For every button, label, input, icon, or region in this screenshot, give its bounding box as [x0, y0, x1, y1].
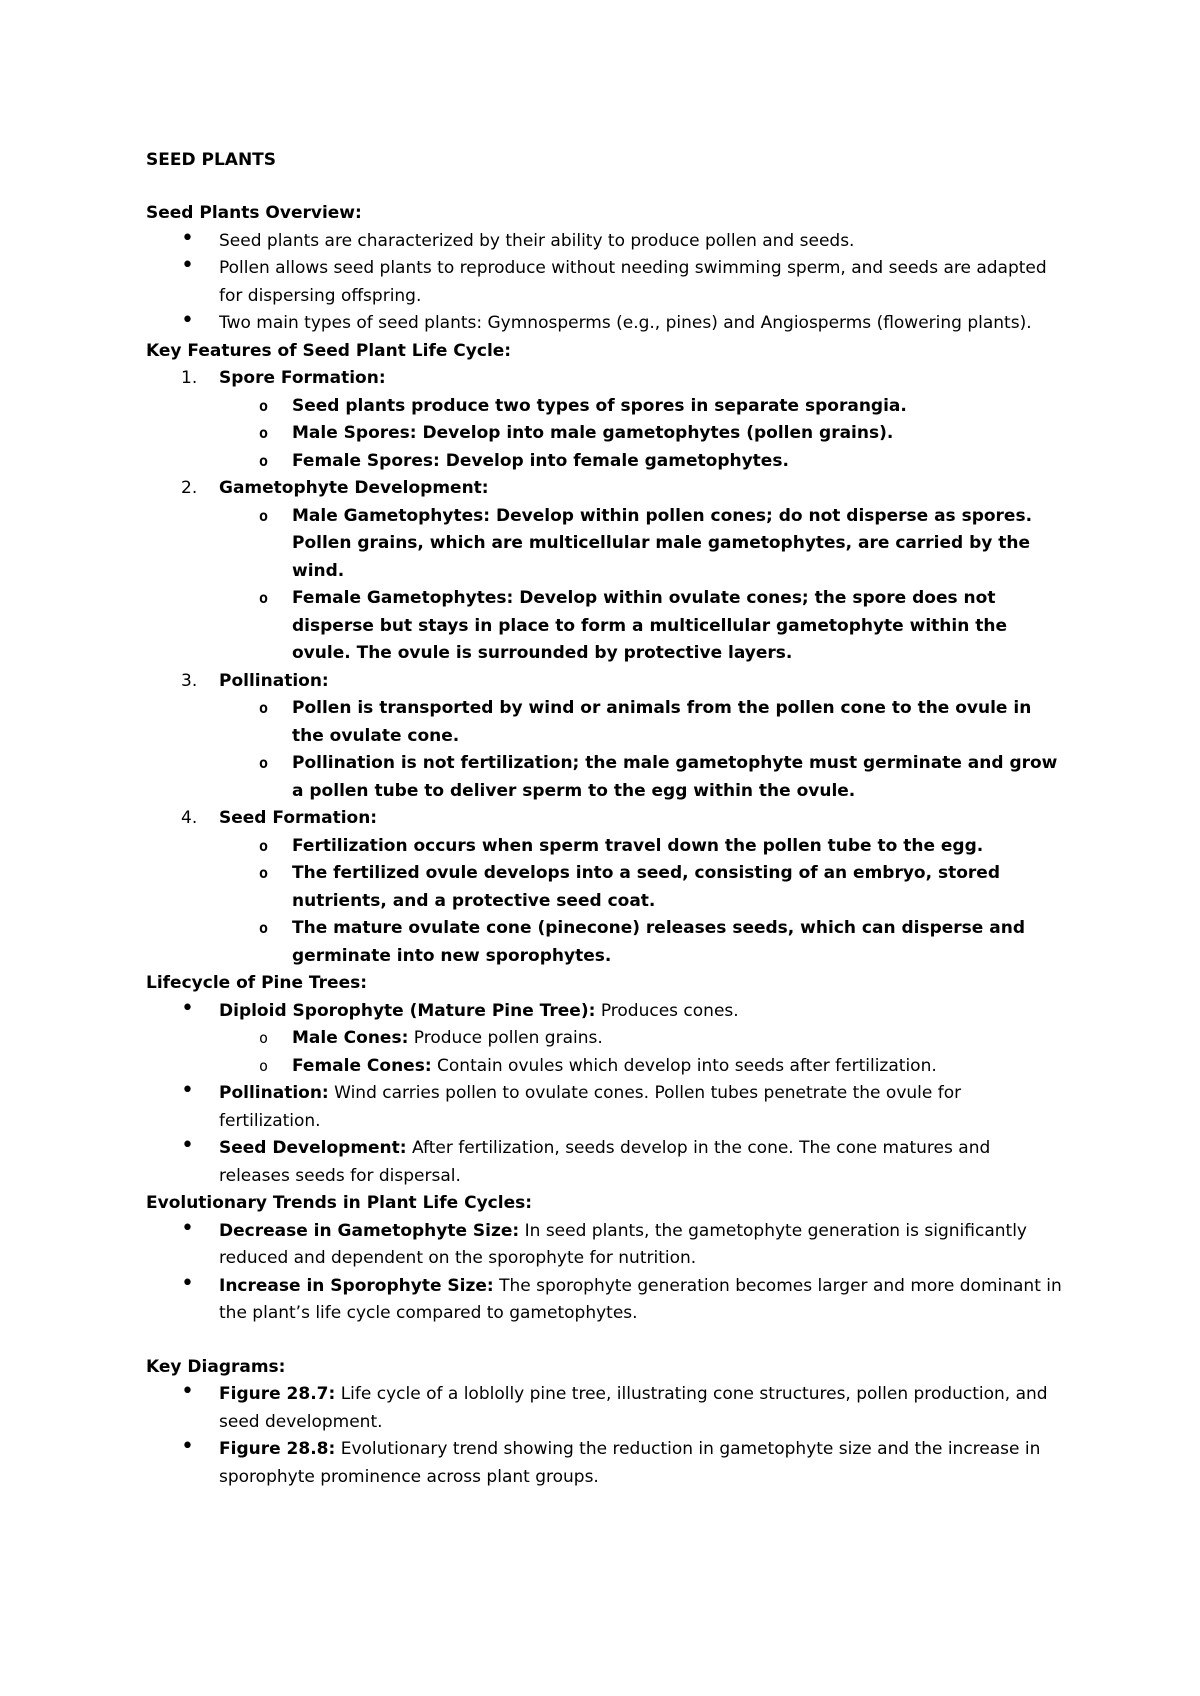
pine-sub-item	[146, 1025, 1066, 1053]
step-number: 3.	[181, 670, 198, 691]
pine-item	[146, 1080, 1066, 1135]
pine-sub-label: Female Cones:	[292, 1055, 432, 1076]
document-body	[146, 146, 1066, 1491]
pine-item	[146, 998, 1066, 1026]
step-number: 2.	[181, 478, 198, 498]
trends-heading: Evolutionary Trends in Plant Life Cycles:	[146, 1193, 533, 1213]
pine-item-label: Pollination:	[219, 1083, 329, 1103]
trend-item	[146, 1218, 1066, 1273]
overview-heading: Seed Plants Overview:	[146, 203, 362, 223]
step-detail: o Pollen is transported by wind or animals from the pollen cone to the ovule in the ovulate cone.	[146, 695, 1066, 750]
pine-sub-item	[146, 1053, 1066, 1081]
diagrams-list	[146, 1381, 1066, 1491]
step-detail: o The fertilized ovule develops into a seed, consisting of an embryo, stored nutrients, and a protective seed coat.	[146, 860, 1066, 915]
overview-item: • Pollen allows seed plants to reproduce without needing swimming sperm, and seeds are adapted for dispersing offspring.	[146, 255, 1066, 310]
step-number: 1.	[181, 368, 198, 388]
step-label: Pollination:	[219, 670, 329, 691]
pine-item-text: After fertilization, seeds develop in the cone. The cone matures and releases seeds for dispersal.	[219, 1138, 991, 1186]
trend-label: Increase in Sporophyte Size:	[219, 1275, 494, 1296]
step-label: Spore Formation:	[219, 368, 386, 388]
trends-list	[146, 1218, 1066, 1328]
pine-sub-label: Male Cones:	[292, 1028, 409, 1048]
step-detail: o Fertilization occurs when sperm travel down the pollen tube to the egg.	[146, 833, 1066, 861]
overview-list	[146, 228, 1066, 338]
spacer	[146, 174, 1066, 200]
step-label: Seed Formation:	[219, 808, 378, 828]
step-detail: o Male Spores: Develop into male gametophytes (pollen grains).	[146, 420, 1066, 448]
step-detail: o Male Gametophytes: Develop within pollen cones; do not disperse as spores. Pollen grains, which are multicellular male gametophytes, are carried by the wind.	[146, 503, 1066, 586]
step-item	[146, 668, 1066, 696]
step-label: Gametophyte Development:	[219, 478, 489, 498]
step-detail: o Female Spores: Develop into female gametophytes.	[146, 448, 1066, 476]
step-detail: o The mature ovulate cone (pinecone) releases seeds, which can disperse and germinate into new sporophytes.	[146, 915, 1066, 970]
pine-item-label: Seed Development:	[219, 1138, 407, 1158]
step-item	[146, 365, 1066, 393]
pine-item-label: Diploid Sporophyte (Mature Pine Tree):	[219, 1000, 596, 1021]
spacer	[146, 1328, 1066, 1354]
trend-text: The sporophyte generation becomes larger and more dominant in the plant’s life cycle compared to gametophytes.	[219, 1275, 1062, 1323]
pine-list	[146, 998, 1066, 1191]
diagram-item	[146, 1381, 1066, 1436]
trend-item	[146, 1273, 1066, 1328]
diagram-label: Figure 28.8:	[219, 1439, 336, 1459]
diagram-text: Life cycle of a loblolly pine tree, illustrating cone structures, pollen production, and seed development.	[219, 1384, 1048, 1432]
diagram-item	[146, 1436, 1066, 1491]
diagram-label: Figure 28.7:	[219, 1384, 336, 1404]
pine-heading: Lifecycle of Pine Trees:	[146, 973, 368, 993]
pine-item-text: Produces cones.	[595, 1000, 739, 1021]
overview-item: • Two main types of seed plants: Gymnosperms (e.g., pines) and Angiosperms (flowering plants).	[146, 310, 1066, 338]
overview-item: • Seed plants are characterized by their ability to produce pollen and seeds.	[146, 228, 1066, 256]
step-item	[146, 475, 1066, 503]
step-detail: o Female Gametophytes: Develop within ovulate cones; the spore does not disperse but stays in place to form a multicellular gametophyte within the ovule. The ovule is surrounded by protective layers.	[146, 585, 1066, 668]
step-number: 4.	[181, 808, 198, 828]
pine-sub-text: Contain ovules which develop into seeds after fertilization.	[431, 1055, 937, 1076]
step-detail: o Pollination is not fertilization; the male gametophyte must germinate and grow a pollen tube to deliver sperm to the egg within the ovule.	[146, 750, 1066, 805]
trend-label: Decrease in Gametophyte Size:	[219, 1220, 520, 1241]
step-item	[146, 805, 1066, 833]
key-features-heading: Key Features of Seed Plant Life Cycle:	[146, 340, 512, 361]
trend-text: In seed plants, the gametophyte generation is significantly reduced and dependent on the sporophyte for nutrition.	[219, 1220, 1027, 1268]
diagram-text: Evolutionary trend showing the reduction in gametophyte size and the increase in sporophyte prominence across plant groups.	[219, 1439, 1041, 1487]
pine-item-text: Wind carries pollen to ovulate cones. Pollen tubes penetrate the ovule for fertilization.	[219, 1083, 962, 1131]
step-detail: o Seed plants produce two types of spores in separate sporangia.	[146, 393, 1066, 421]
key-features-list	[146, 365, 1066, 970]
pine-item	[146, 1135, 1066, 1190]
page-title: SEED PLANTS	[146, 150, 277, 170]
pine-sub-text: Produce pollen grains.	[408, 1028, 603, 1048]
diagrams-heading: Key Diagrams:	[146, 1356, 286, 1377]
